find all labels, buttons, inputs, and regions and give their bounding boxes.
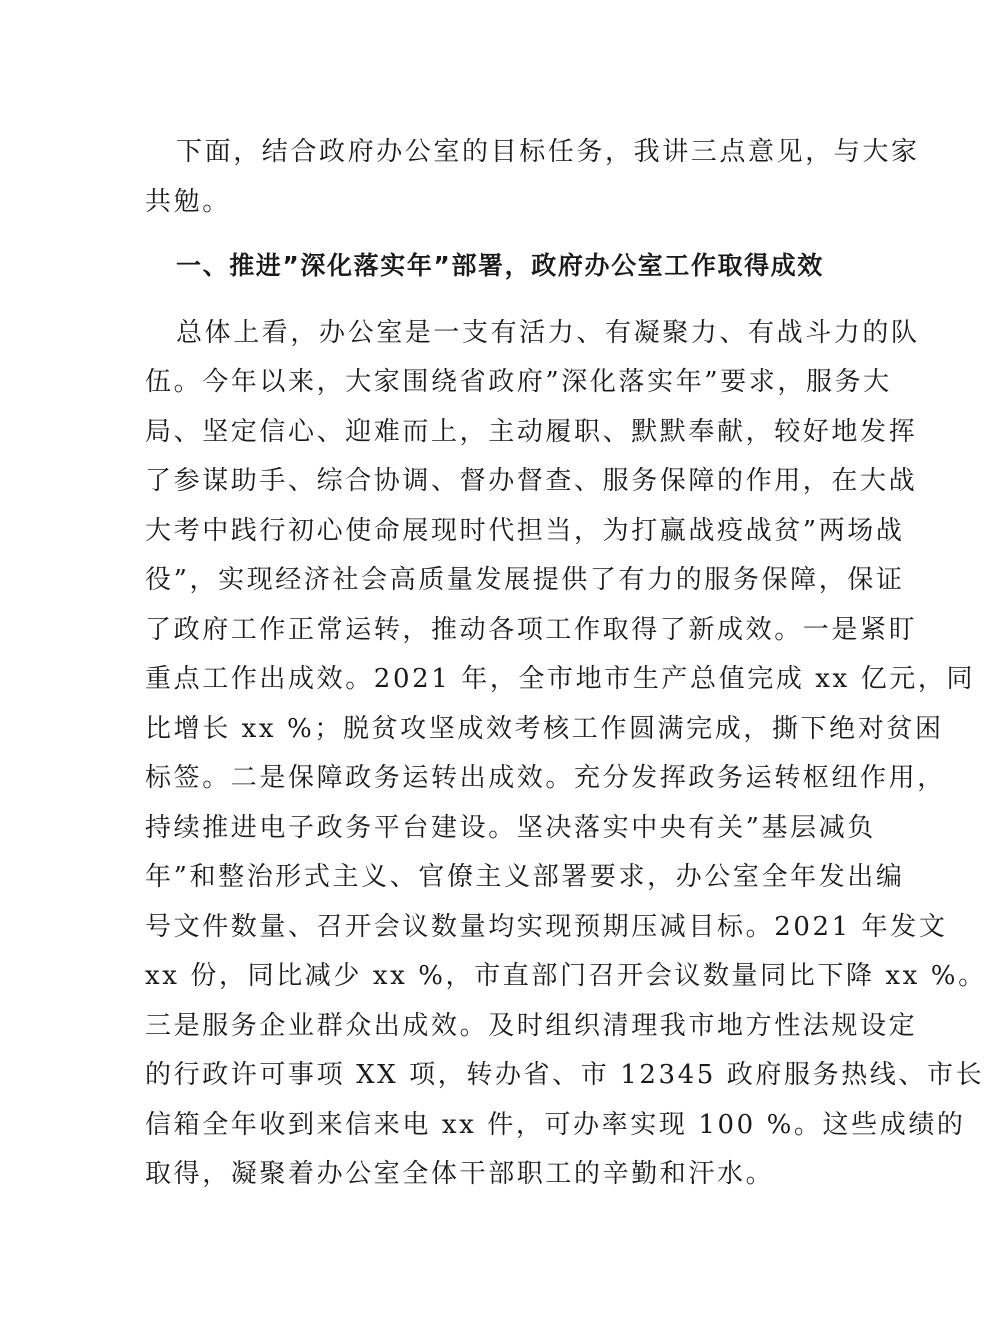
paragraph-2-line-8: 重点工作出成效。2021 年，全市地市生产总值完成 xx 亿元，同 [145,664,976,694]
paragraph-2-line-6: 役”，实现经济社会高质量发展提供了有力的服务保障，保证 [145,565,905,595]
paragraph-2-line-10: 标签。二是保障政务运转出成效。充分发挥政务运转枢纽作用， [145,763,946,793]
section-heading-1: 一、推进”深化落实年”部署，政府办公室工作取得成效 [176,251,824,280]
paragraph-2-line-2: 伍。今年以来，大家围绕省政府”深化落实年”要求，服务大 [145,367,892,397]
paragraph-2-line-17: 信箱全年收到来信来电 xx 件，可办率实现 100 %。这些成绩的 [145,1110,966,1140]
paragraph-2-line-18: 取得，凝聚着办公室全体干部职工的辛勤和汗水。 [145,1159,775,1189]
paragraph-2-line-7: 了政府工作正常运转，推动各项工作取得了新成效。一是紧盯 [145,615,918,645]
paragraph-2-line-16: 的行政许可事项 XX 项，转办省、市 12345 政府服务热线、市长 [145,1060,985,1090]
paragraph-2-line-13: 号文件数量、召开会议数量均实现预期压减目标。2021 年发文 [145,912,948,942]
paragraph-2-line-1: 总体上看，办公室是一支有活力、有凝聚力、有战斗力的队 [176,318,920,348]
paragraph-1-line-2: 共勉。 [145,187,231,217]
paragraph-2-line-11: 持续推进电子政务平台建设。坚决落实中央有关”基层减负 [145,813,876,843]
paragraph-2-line-12: 年”和整治形式主义、官僚主义部署要求，办公室全年发出编 [145,862,905,892]
paragraph-2-line-4: 了参谋助手、综合协调、督办督查、服务保障的作用，在大战 [145,466,918,496]
paragraph-1-line-1: 下面，结合政府办公室的目标任务，我讲三点意见，与大家 [176,137,920,167]
paragraph-2-line-15: 三是服务企业群众出成效。及时组织清理我市地方性法规设定 [145,1011,918,1041]
paragraph-2-line-14: xx 份，同比减少 xx %，市直部门召开会议数量同比下降 xx %。 [145,961,987,991]
paragraph-2-line-9: 比增长 xx %；脱贫攻坚成效考核工作圆满完成，撕下绝对贫困 [145,714,944,744]
paragraph-2-line-3: 局、坚定信心、迎难而上，主动履职、默默奉献，较好地发挥 [145,417,918,447]
paragraph-2-line-5: 大考中践行初心使命展现时代担当，为打赢战疫战贫”两场战 [145,516,905,546]
